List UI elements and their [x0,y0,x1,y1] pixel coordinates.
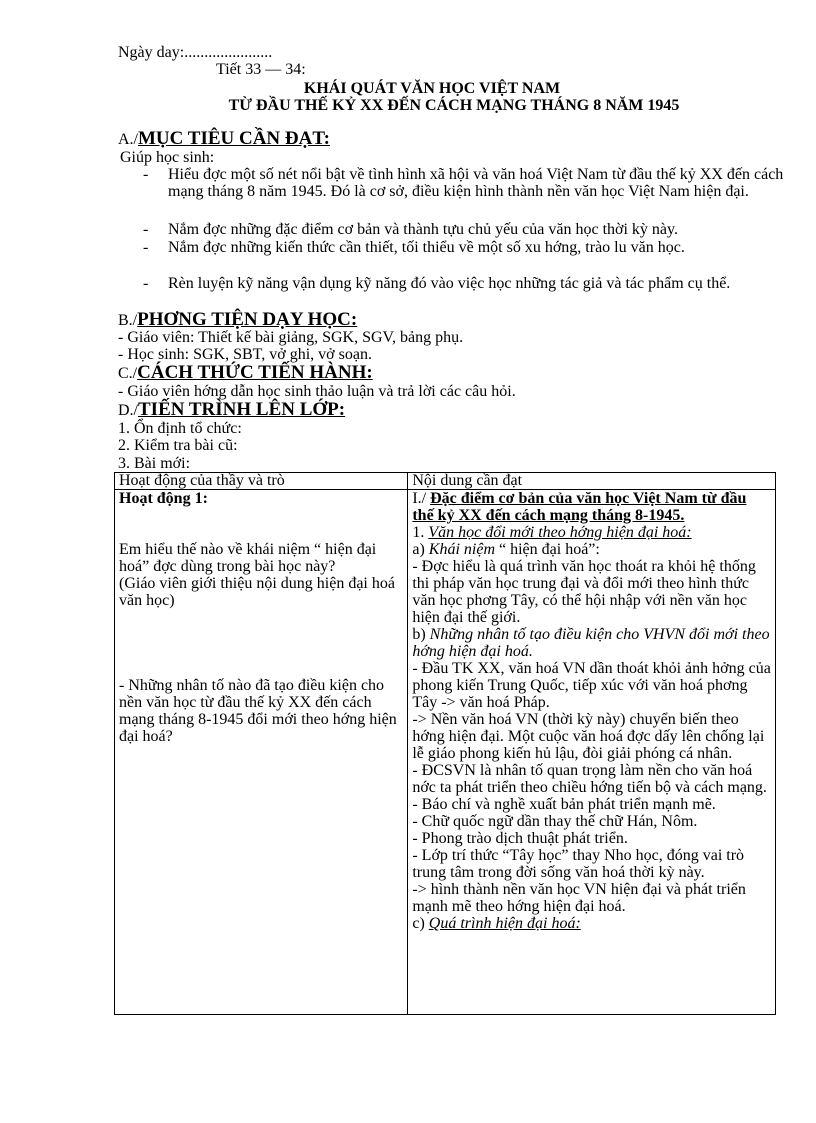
section-c-label: C./ [118,365,138,382]
point-b-item: - Chữ quốc ngữ dần thay thế chữ Hán, Nôm. [412,813,698,830]
section-d-label: D./ [118,402,138,419]
objective-item: Hiểu đợc một số nét nổi bật về tình hình xã hội và văn hoá Việt Nam từ đầu thế kỷ XX đến cách mạng tháng 8 năm 1945. Đó là cơ sở, điều kiện hình thành nền văn học Việt Nam hiện đại. [168,166,784,200]
bullet-dash: - [143,221,149,238]
date-line: Ngày day:...................... [118,44,273,61]
table-header-row [115,473,776,490]
section-a-heading [118,130,330,148]
section-b-line: - Giáo viên: Thiết kế bài giảng, SGK, SGV, bảng phụ. [118,329,464,346]
point-b-heading [412,626,771,660]
section-b-line: - Học sinh: SGK, SBT, vở ghi, vở soạn. [118,346,372,363]
section-a-title: MỤC TIÊU CẦN ĐẠT: [138,128,330,149]
point-b-label: b) [412,626,426,643]
lesson-period: Tiết 33 — 34: [216,61,306,78]
objective-item: Nắm đợc những đặc điểm cơ bản và thành tựu chủ yếu của văn học thời kỳ này. [168,221,678,238]
point-a-heading [412,541,771,558]
section-c-line: - Giáo viên hớng dẫn học sinh thảo luận và trả lời các câu hỏi. [118,383,516,400]
section-a-label: A./ [118,131,138,148]
section-d-line: 2. Kiểm tra bài cũ: [118,437,238,454]
content-heading-label: I./ [412,490,427,507]
question-factors: - Những nhân tố nào đã tạo điều kiện cho nền văn học từ đầu thế kỷ XX đến cách mạng tháng 8-1945 đổi mới theo hớng hiện đại hoá? [119,677,397,745]
point-a-rest: “ hiện đại hoá”: [495,541,600,558]
activity-title: Hoạt động 1: [119,490,208,507]
section-d-line: 3. Bài mới: [118,455,191,472]
point-b-item: -> hình thành nền văn học VN hiện đại và phát triển mạnh mẽ theo hớng hiện đại hoá. [412,881,746,915]
section-a-intro: Giúp học sinh: [120,149,215,166]
point-c-heading [412,915,771,932]
subsection-1-title: Văn học đổi mới theo hớng hiện đại hoá: [428,524,692,541]
bullet-dash: - [143,239,149,256]
point-b-item: -> Nền văn hoá VN (thời kỳ này) chuyển biến theo hớng hiện đại. Một cuộc văn hoá đợc dấy lên chống lại lễ giáo phong kiến hủ lậu, đòi giải phóng cá nhân. [412,711,765,762]
point-b-item: - Đầu TK XX, văn hoá VN dần thoát khỏi ảnh hởng của phong kiến Trung Quốc, tiếp xúc với văn hoá phơng Tây -> văn hoá Pháp. [412,660,771,711]
section-b-heading [118,311,357,329]
section-b-title: PHƠNG TIỆN DẠY HỌC: [137,309,358,330]
subsection-1-num: 1. [412,524,425,541]
content-cell [408,490,776,1015]
point-c-title: Quá trình hiện đại hoá: [428,915,581,932]
point-a-title: Khái niệm [428,541,495,558]
lesson-table [114,472,776,1015]
section-b-label: B./ [118,312,138,329]
page-title-line1: KHÁI QUÁT VĂN HỌC VIỆT NAM [303,80,561,97]
section-c-heading [118,364,373,382]
column-header-activities: Hoạt động của thầy và trò [115,473,408,490]
content-heading [412,490,771,524]
teacher-note: (Giáo viên giới thiệu nội dung hiện đại hoá văn học) [119,575,395,609]
point-c-label: c) [412,915,425,932]
subsection-1 [412,524,771,541]
section-d-title: TIẾN TRÌNH LÊN LỚP: [138,399,346,420]
table-row [115,490,776,1015]
column-header-content: Nội dung cần đạt [408,473,776,490]
point-b-item: - Báo chí và nghề xuất bản phát triển mạnh mẽ. [412,796,716,813]
point-a-label: a) [412,541,425,558]
objective-item: Rèn luyện kỹ năng vận dụng kỹ năng đó vào việc học những tác giả và tác phẩm cụ thể. [168,275,731,292]
page-title-line2: TỪ ĐẦU THẾ KỶ XX ĐẾN CÁCH MẠNG THÁNG 8 NĂM 1945 [228,97,680,114]
activities-cell [115,490,408,1015]
bullet-dash: - [143,275,149,292]
bullet-dash: - [143,166,149,183]
section-d-line: 1. Ổn định tổ chức: [118,420,242,437]
section-d-heading [118,401,345,419]
point-a-text: - Đợc hiểu là quá trình văn học thoát ra khỏi hệ thống thi pháp văn học trung đại và đổi mới theo hình thức văn học phơng Tây, có thể hội nhập với nền văn học hiện đại thế giới. [412,558,756,626]
question-modernization: Em hiểu thế nào về khái niệm “ hiện đại hoá” đợc dùng trong bài học này? [119,541,377,575]
point-b-item: - Lớp trí thức “Tây học” thay Nho học, đóng vai trò trung tâm trong đời sống văn hoá thời kỳ này. [412,847,745,881]
point-b-item: - ĐCSVN là nhân tố quan trọng làm nền cho văn hoá nớc ta phát triển theo chiều hớng tiến bộ và cách mạng. [412,762,767,796]
point-b-title: Những nhân tố tạo điều kiện cho VHVN đổi mới theo hớng hiện đại hoá. [412,626,770,660]
objective-item: Nắm đợc những kiến thức cần thiết, tối thiểu về một số xu hớng, trào lu văn học. [168,239,685,256]
point-b-item: - Phong trào dịch thuật phát triển. [412,830,628,847]
content-heading-text: Đặc điểm cơ bản của văn học Việt Nam từ đầu thế kỷ XX đến cách mạng tháng 8-1945. [412,490,747,524]
section-c-title: CÁCH THỨC TIẾN HÀNH: [137,362,373,383]
